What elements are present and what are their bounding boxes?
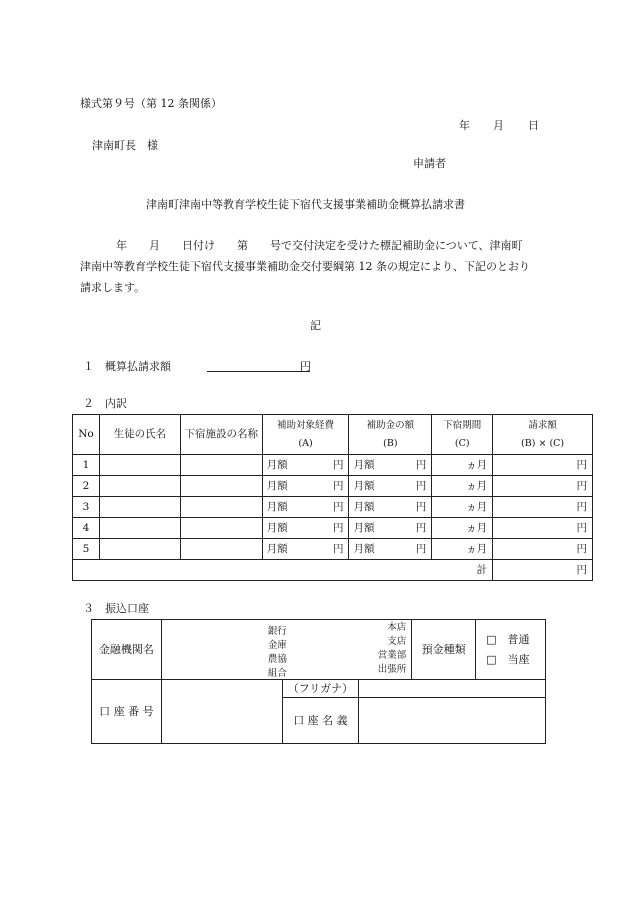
bank-account-table: [91, 619, 546, 744]
deposit-option-ordinary[interactable]: □ 普通: [486, 632, 530, 646]
student-name-cell[interactable]: [99, 455, 180, 476]
account-number-field[interactable]: [161, 680, 282, 744]
section3-label: ３ 振込口座: [83, 602, 149, 615]
breakdown-table: [72, 414, 593, 581]
bank-name-label: 金融機関名: [92, 620, 162, 680]
subsidy-base-cell[interactable]: 月額 円: [262, 455, 349, 476]
deposit-type-options: [476, 620, 546, 680]
table-row: [73, 476, 593, 497]
student-name-cell[interactable]: [99, 518, 180, 539]
table-row: [73, 455, 593, 476]
row-number: 5: [73, 539, 100, 560]
period-cell[interactable]: ヵ月: [432, 455, 493, 476]
subsidy-base-cell[interactable]: 月額 円: [262, 497, 349, 518]
claim-cell[interactable]: 円: [493, 518, 593, 539]
furigana-row: [92, 680, 546, 698]
request-amount-unit: 円: [300, 360, 311, 373]
account-holder-label: 口 座 名 義: [282, 698, 359, 744]
subsidy-base-cell[interactable]: 月額 円: [262, 539, 349, 560]
subsidy-amount-cell[interactable]: 月額 円: [349, 476, 432, 497]
addressee: 津南町長 様: [92, 139, 158, 152]
table-row: [73, 539, 593, 560]
ki-heading: 記: [310, 319, 321, 332]
section1-label: １ 概算払請求額: [83, 360, 171, 373]
claim-cell[interactable]: 円: [493, 539, 593, 560]
subsidy-base-cell[interactable]: 月額 円: [262, 518, 349, 539]
subsidy-amount-cell[interactable]: 月額 円: [349, 455, 432, 476]
account-holder-field[interactable]: [359, 698, 546, 744]
student-name-cell[interactable]: [99, 476, 180, 497]
student-name-cell[interactable]: [99, 539, 180, 560]
subsidy-amount-cell[interactable]: 月額 円: [349, 539, 432, 560]
total-label-cell: 計: [73, 560, 493, 581]
claim-cell[interactable]: 円: [493, 497, 593, 518]
subsidy-amount-cell[interactable]: 月額 円: [349, 497, 432, 518]
header-subsidy-amount: 補助金の額 (B): [349, 415, 432, 455]
facility-name-cell[interactable]: [180, 497, 262, 518]
period-cell[interactable]: ヵ月: [432, 476, 493, 497]
body-line-3: 請求します。: [80, 281, 146, 294]
facility-name-cell[interactable]: [180, 476, 262, 497]
document-title: 津南町津南中等教育学校生徒下宿代支援事業補助金概算払請求書: [146, 198, 465, 211]
period-cell[interactable]: ヵ月: [432, 518, 493, 539]
facility-name-cell[interactable]: [180, 455, 262, 476]
body-line-2: 津南中等教育学校生徒下宿代支援事業補助金交付要綱第 12 条の規定により、下記のとおり: [80, 260, 530, 273]
furigana-field[interactable]: [359, 680, 546, 698]
total-claim-cell[interactable]: 円: [493, 560, 593, 581]
table-row: [73, 497, 593, 518]
period-cell[interactable]: ヵ月: [432, 539, 493, 560]
date-month: 月: [493, 119, 504, 132]
row-number: 3: [73, 497, 100, 518]
row-number: 1: [73, 455, 100, 476]
deposit-option-current[interactable]: □ 当座: [486, 652, 530, 666]
header-subsidy-base: 補助対象経費 (A): [262, 415, 349, 455]
body-line-1: 年 月 日付け 第 号で交付決定を受けた標記補助金について、津南町: [116, 239, 523, 252]
furigana-label: （フリガナ）: [282, 680, 359, 698]
request-amount-field[interactable]: [207, 371, 310, 372]
student-name-cell[interactable]: [99, 497, 180, 518]
table-row: [73, 518, 593, 539]
branch-types: 本店 支店 営業部 出張所: [377, 622, 407, 675]
header-claim: 請求額 (B) × (C): [493, 415, 593, 455]
claim-cell[interactable]: 円: [493, 455, 593, 476]
header-student: 生徒の氏名: [99, 415, 180, 455]
bank-types: 銀行 金庫 農協 組合: [267, 626, 287, 679]
header-period: 下宿期間 (C): [432, 415, 493, 455]
subsidy-base-cell[interactable]: 月額 円: [262, 476, 349, 497]
subsidy-amount-cell[interactable]: 月額 円: [349, 518, 432, 539]
table-header-row: [73, 415, 593, 455]
date-year: 年: [459, 119, 470, 132]
bank-row: [92, 620, 546, 680]
table-total-row: [73, 560, 593, 581]
header-no: No: [73, 415, 100, 455]
applicant-label: 申請者: [413, 157, 446, 170]
period-cell[interactable]: ヵ月: [432, 497, 493, 518]
date-day: 日: [528, 119, 539, 132]
facility-name-cell[interactable]: [180, 518, 262, 539]
deposit-type-label: 預金種類: [412, 620, 476, 680]
row-number: 4: [73, 518, 100, 539]
form-number: 様式第９号（第 12 条関係）: [80, 97, 222, 110]
claim-cell[interactable]: 円: [493, 476, 593, 497]
account-number-label: 口 座 番 号: [92, 680, 162, 744]
header-facility: 下宿施設の名称: [180, 415, 262, 455]
bank-name-field[interactable]: [161, 620, 411, 680]
facility-name-cell[interactable]: [180, 539, 262, 560]
row-number: 2: [73, 476, 100, 497]
section2-label: ２ 内訳: [83, 397, 127, 410]
